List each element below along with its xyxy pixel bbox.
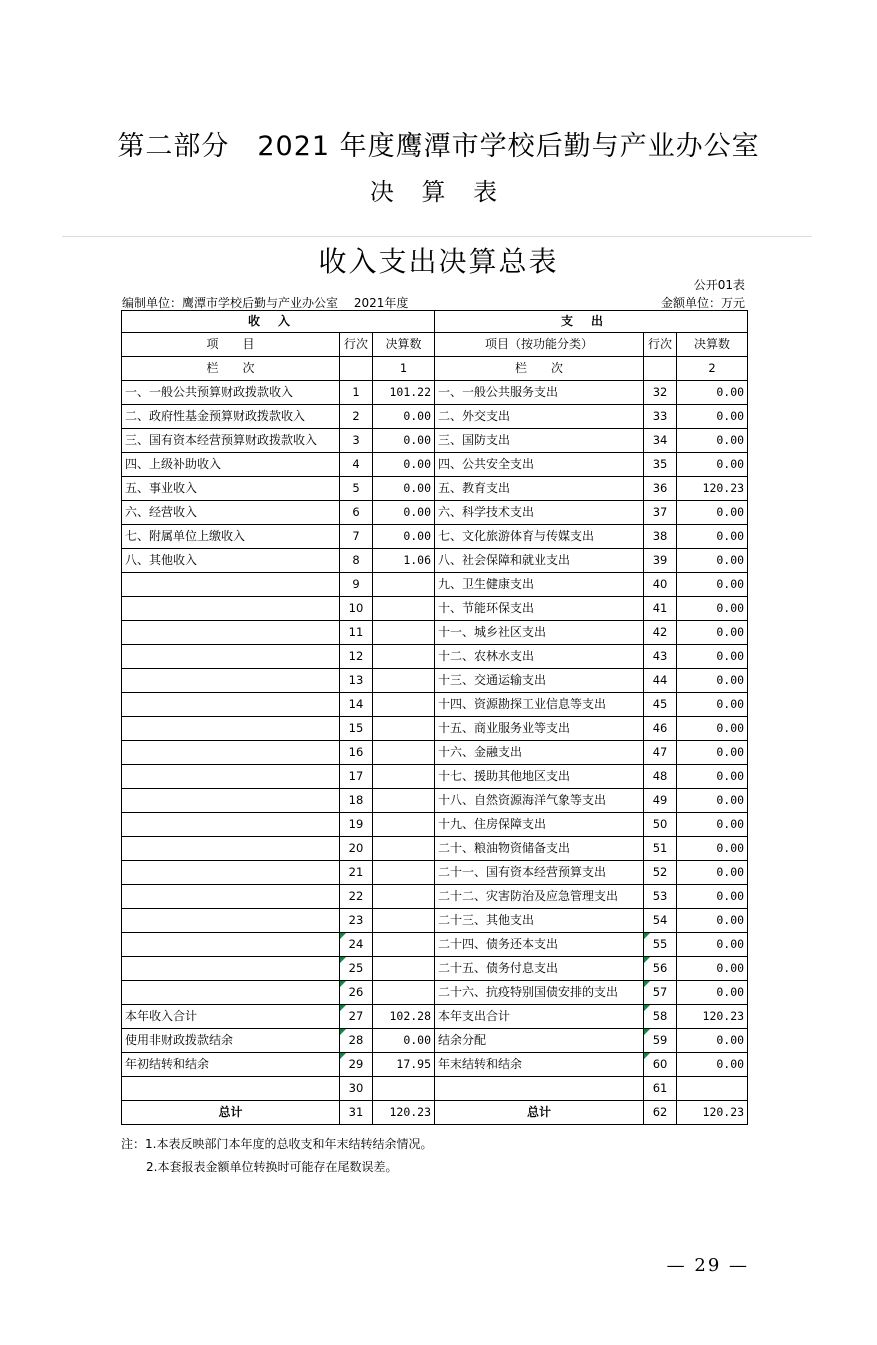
expense-item: 十二、农林水支出 (435, 645, 644, 669)
income-item (122, 885, 340, 909)
income-item: 七、附属单位上缴收入 (122, 525, 340, 549)
income-line-no: 6 (340, 501, 373, 525)
expense-amount: 0.00 (677, 885, 748, 909)
income-line-no: 5 (340, 477, 373, 501)
expense-amount: 0.00 (677, 861, 748, 885)
empty-cell (340, 357, 373, 381)
expense-line-no: 34 (644, 429, 677, 453)
expense-line-no: 60 (644, 1053, 677, 1077)
expense-item: 四、公共安全支出 (435, 453, 644, 477)
expense-line-no: 35 (644, 453, 677, 477)
income-line-no: 22 (340, 885, 373, 909)
expense-amount: 0.00 (677, 981, 748, 1005)
table-row (122, 861, 748, 885)
table-row (122, 573, 748, 597)
income-amount (373, 957, 435, 981)
expense-amount: 0.00 (677, 693, 748, 717)
income-amount (373, 909, 435, 933)
col-header-line: 行次 (340, 333, 373, 357)
income-item: 五、事业收入 (122, 477, 340, 501)
expense-amount: 120.23 (677, 477, 748, 501)
expense-amount: 0.00 (677, 789, 748, 813)
income-item (122, 981, 340, 1005)
table-row (122, 549, 748, 573)
expense-item: 二十五、债务付息支出 (435, 957, 644, 981)
expense-item: 十七、援助其他地区支出 (435, 765, 644, 789)
income-line-no: 19 (340, 813, 373, 837)
expense-item: 二十一、国有资本经营预算支出 (435, 861, 644, 885)
header-row-column-index (122, 357, 748, 381)
income-line-no: 25 (340, 957, 373, 981)
table-row (122, 1005, 748, 1029)
income-amount (373, 693, 435, 717)
expense-item: 九、卫生健康支出 (435, 573, 644, 597)
expense-amount: 0.00 (677, 573, 748, 597)
expense-line-no: 47 (644, 741, 677, 765)
table-row (122, 957, 748, 981)
income-item (122, 1077, 340, 1101)
col-header-item-func: 项目（按功能分类） (435, 333, 644, 357)
expense-line-no: 36 (644, 477, 677, 501)
expense-line-no: 41 (644, 597, 677, 621)
expense-item: 五、教育支出 (435, 477, 644, 501)
expense-item: 二、外交支出 (435, 405, 644, 429)
income-line-no: 29 (340, 1053, 373, 1077)
income-item (122, 837, 340, 861)
expense-amount: 0.00 (677, 813, 748, 837)
income-total-amount: 120.23 (373, 1101, 435, 1125)
table-row (122, 717, 748, 741)
expense-item: 十五、商业服务业等支出 (435, 717, 644, 741)
income-amount: 0.00 (373, 453, 435, 477)
notes (121, 1133, 432, 1179)
expense-amount: 0.00 (677, 429, 748, 453)
expense-item: 本年支出合计 (435, 1005, 644, 1029)
part-title: 第二部分 2021 年度鹰潭市学校后勤与产业办公室 (117, 131, 760, 162)
expense-line-no: 38 (644, 525, 677, 549)
table-row (122, 813, 748, 837)
income-amount: 0.00 (373, 429, 435, 453)
income-item (122, 693, 340, 717)
empty-cell (644, 357, 677, 381)
table-row (122, 477, 748, 501)
expense-amount: 0.00 (677, 1029, 748, 1053)
expense-amount (677, 1077, 748, 1101)
income-item: 八、其他收入 (122, 549, 340, 573)
divider (62, 236, 812, 237)
income-amount (373, 669, 435, 693)
income-line-no: 14 (340, 693, 373, 717)
income-amount: 0.00 (373, 501, 435, 525)
income-amount (373, 813, 435, 837)
table-row (122, 1077, 748, 1101)
col-number-2: 2 (677, 357, 748, 381)
income-amount: 101.22 (373, 381, 435, 405)
income-item: 二、政府性基金预算财政拨款收入 (122, 405, 340, 429)
expense-total-line-no: 62 (644, 1101, 677, 1125)
expense-item: 二十六、抗疫特别国债安排的支出 (435, 981, 644, 1005)
col-number-1: 1 (373, 357, 435, 381)
income-amount: 0.00 (373, 477, 435, 501)
expense-line-no: 49 (644, 789, 677, 813)
income-item (122, 717, 340, 741)
income-amount (373, 861, 435, 885)
income-item (122, 741, 340, 765)
table-row (122, 405, 748, 429)
income-total-label: 总计 (122, 1101, 340, 1125)
income-line-no: 13 (340, 669, 373, 693)
income-header: 收入 (122, 311, 435, 333)
amount-unit: 金额单位：万元 (660, 296, 745, 310)
expense-line-no: 57 (644, 981, 677, 1005)
expense-line-no: 55 (644, 933, 677, 957)
table-title: 收入支出决算总表 (318, 245, 559, 278)
expense-amount: 0.00 (677, 597, 748, 621)
table-row (122, 621, 748, 645)
income-item (122, 813, 340, 837)
income-amount (373, 597, 435, 621)
income-amount (373, 573, 435, 597)
income-item (122, 765, 340, 789)
table-row (122, 1029, 748, 1053)
expense-item: 二十四、债务还本支出 (435, 933, 644, 957)
expense-item: 八、社会保障和就业支出 (435, 549, 644, 573)
col-header-amount2: 决算数 (677, 333, 748, 357)
income-item: 一、一般公共预算财政拨款收入 (122, 381, 340, 405)
total-row (122, 1101, 748, 1125)
expense-item: 三、国防支出 (435, 429, 644, 453)
expense-amount: 0.00 (677, 1053, 748, 1077)
income-amount (373, 645, 435, 669)
header-row-sections (122, 311, 748, 333)
expense-item: 十四、资源勘探工业信息等支出 (435, 693, 644, 717)
expense-amount: 0.00 (677, 957, 748, 981)
income-item: 三、国有资本经营预算财政拨款收入 (122, 429, 340, 453)
income-item (122, 621, 340, 645)
expense-line-no: 40 (644, 573, 677, 597)
lanci-label: 栏 次 (122, 357, 340, 381)
table-row (122, 837, 748, 861)
income-amount (373, 789, 435, 813)
col-header-item: 项 目 (122, 333, 340, 357)
expense-amount: 0.00 (677, 717, 748, 741)
expense-line-no: 59 (644, 1029, 677, 1053)
expense-item: 结余分配 (435, 1029, 644, 1053)
income-line-no: 10 (340, 597, 373, 621)
expense-item: 十、节能环保支出 (435, 597, 644, 621)
income-line-no: 7 (340, 525, 373, 549)
table-row (122, 501, 748, 525)
income-line-no: 23 (340, 909, 373, 933)
expense-amount: 0.00 (677, 909, 748, 933)
income-amount (373, 981, 435, 1005)
income-amount (373, 717, 435, 741)
income-item (122, 669, 340, 693)
expense-item: 十一、城乡社区支出 (435, 621, 644, 645)
table-row (122, 933, 748, 957)
expense-total-amount: 120.23 (677, 1101, 748, 1125)
income-amount (373, 741, 435, 765)
col-header-line2: 行次 (644, 333, 677, 357)
expense-line-no: 45 (644, 693, 677, 717)
table-row (122, 525, 748, 549)
income-item (122, 573, 340, 597)
table-row (122, 765, 748, 789)
col-header-amount: 决算数 (373, 333, 435, 357)
table-row (122, 645, 748, 669)
expense-total-label: 总计 (435, 1101, 644, 1125)
income-amount (373, 1077, 435, 1101)
table-row (122, 741, 748, 765)
income-line-no: 16 (340, 741, 373, 765)
income-amount (373, 837, 435, 861)
table-row (122, 381, 748, 405)
expense-item (435, 1077, 644, 1101)
table-row (122, 909, 748, 933)
table-row (122, 1053, 748, 1077)
income-amount: 1.06 (373, 549, 435, 573)
note-1: 注：1.本表反映部门本年度的总收支和年末结转结余情况。 (121, 1137, 433, 1151)
table-row (122, 669, 748, 693)
income-line-no: 2 (340, 405, 373, 429)
expense-line-no: 43 (644, 645, 677, 669)
income-amount: 102.28 (373, 1005, 435, 1029)
expense-line-no: 46 (644, 717, 677, 741)
income-item (122, 597, 340, 621)
income-item: 本年收入合计 (122, 1005, 340, 1029)
income-line-no: 15 (340, 717, 373, 741)
income-amount: 0.00 (373, 525, 435, 549)
expense-amount: 0.00 (677, 765, 748, 789)
expense-line-no: 61 (644, 1077, 677, 1101)
form-number: 公开01表 (693, 278, 745, 292)
expense-line-no: 37 (644, 501, 677, 525)
expense-line-no: 53 (644, 885, 677, 909)
expense-line-no: 52 (644, 861, 677, 885)
table-row (122, 693, 748, 717)
expense-item: 十三、交通运输支出 (435, 669, 644, 693)
expense-amount: 0.00 (677, 741, 748, 765)
expense-amount: 0.00 (677, 837, 748, 861)
expense-line-no: 58 (644, 1005, 677, 1029)
note-2: 2.本套报表金额单位转换时可能存在尾数误差。 (146, 1160, 398, 1174)
income-amount (373, 765, 435, 789)
expense-line-no: 56 (644, 957, 677, 981)
compiling-unit: 编制单位：鹰潭市学校后勤与产业办公室 2021年度 (122, 296, 409, 310)
income-amount (373, 621, 435, 645)
income-line-no: 3 (340, 429, 373, 453)
expense-line-no: 48 (644, 765, 677, 789)
income-line-no: 12 (340, 645, 373, 669)
expense-line-no: 50 (644, 813, 677, 837)
expense-item: 二十、粮油物资储备支出 (435, 837, 644, 861)
table-row (122, 885, 748, 909)
income-line-no: 18 (340, 789, 373, 813)
income-line-no: 4 (340, 453, 373, 477)
table-row (122, 453, 748, 477)
expense-line-no: 39 (644, 549, 677, 573)
income-amount: 0.00 (373, 1029, 435, 1053)
income-total-line-no: 31 (340, 1101, 373, 1125)
table-row (122, 597, 748, 621)
income-line-no: 21 (340, 861, 373, 885)
table-row (122, 981, 748, 1005)
expense-item: 十六、金融支出 (435, 741, 644, 765)
expense-line-no: 32 (644, 381, 677, 405)
expense-item: 二十二、灾害防治及应急管理支出 (435, 885, 644, 909)
expense-line-no: 42 (644, 621, 677, 645)
lanci-label-2: 栏 次 (435, 357, 644, 381)
expense-item: 六、科学技术支出 (435, 501, 644, 525)
expense-amount: 120.23 (677, 1005, 748, 1029)
expense-amount: 0.00 (677, 381, 748, 405)
income-item: 四、上级补助收入 (122, 453, 340, 477)
income-line-no: 11 (340, 621, 373, 645)
income-amount (373, 933, 435, 957)
income-item (122, 861, 340, 885)
expense-item: 一、一般公共服务支出 (435, 381, 644, 405)
income-line-no: 8 (340, 549, 373, 573)
expense-amount: 0.00 (677, 501, 748, 525)
expense-amount: 0.00 (677, 453, 748, 477)
income-line-no: 17 (340, 765, 373, 789)
income-expense-table (121, 310, 748, 1125)
expense-amount: 0.00 (677, 645, 748, 669)
income-line-no: 30 (340, 1077, 373, 1101)
income-line-no: 26 (340, 981, 373, 1005)
expense-line-no: 51 (644, 837, 677, 861)
header-row-columns (122, 333, 748, 357)
expense-line-no: 44 (644, 669, 677, 693)
income-item: 使用非财政拨款结余 (122, 1029, 340, 1053)
expense-item: 十八、自然资源海洋气象等支出 (435, 789, 644, 813)
income-item: 六、经营收入 (122, 501, 340, 525)
income-item (122, 957, 340, 981)
income-line-no: 1 (340, 381, 373, 405)
income-item (122, 909, 340, 933)
expense-item: 二十三、其他支出 (435, 909, 644, 933)
page-number: — 29 — (666, 1255, 749, 1276)
section-subtitle: 决 算 表 (369, 178, 508, 206)
income-line-no: 9 (340, 573, 373, 597)
income-line-no: 28 (340, 1029, 373, 1053)
income-item: 年初结转和结余 (122, 1053, 340, 1077)
table-row (122, 789, 748, 813)
income-amount: 0.00 (373, 405, 435, 429)
expense-line-no: 33 (644, 405, 677, 429)
expense-amount: 0.00 (677, 933, 748, 957)
expense-item: 年末结转和结余 (435, 1053, 644, 1077)
expense-amount: 0.00 (677, 621, 748, 645)
expense-amount: 0.00 (677, 549, 748, 573)
income-line-no: 27 (340, 1005, 373, 1029)
income-item (122, 789, 340, 813)
expense-header: 支出 (435, 311, 748, 333)
expense-item: 七、文化旅游体育与传媒支出 (435, 525, 644, 549)
expense-line-no: 54 (644, 909, 677, 933)
expense-amount: 0.00 (677, 405, 748, 429)
income-amount (373, 885, 435, 909)
income-line-no: 20 (340, 837, 373, 861)
expense-item: 十九、住房保障支出 (435, 813, 644, 837)
income-item (122, 645, 340, 669)
income-line-no: 24 (340, 933, 373, 957)
income-item (122, 933, 340, 957)
table-row (122, 429, 748, 453)
expense-amount: 0.00 (677, 525, 748, 549)
income-amount: 17.95 (373, 1053, 435, 1077)
expense-amount: 0.00 (677, 669, 748, 693)
